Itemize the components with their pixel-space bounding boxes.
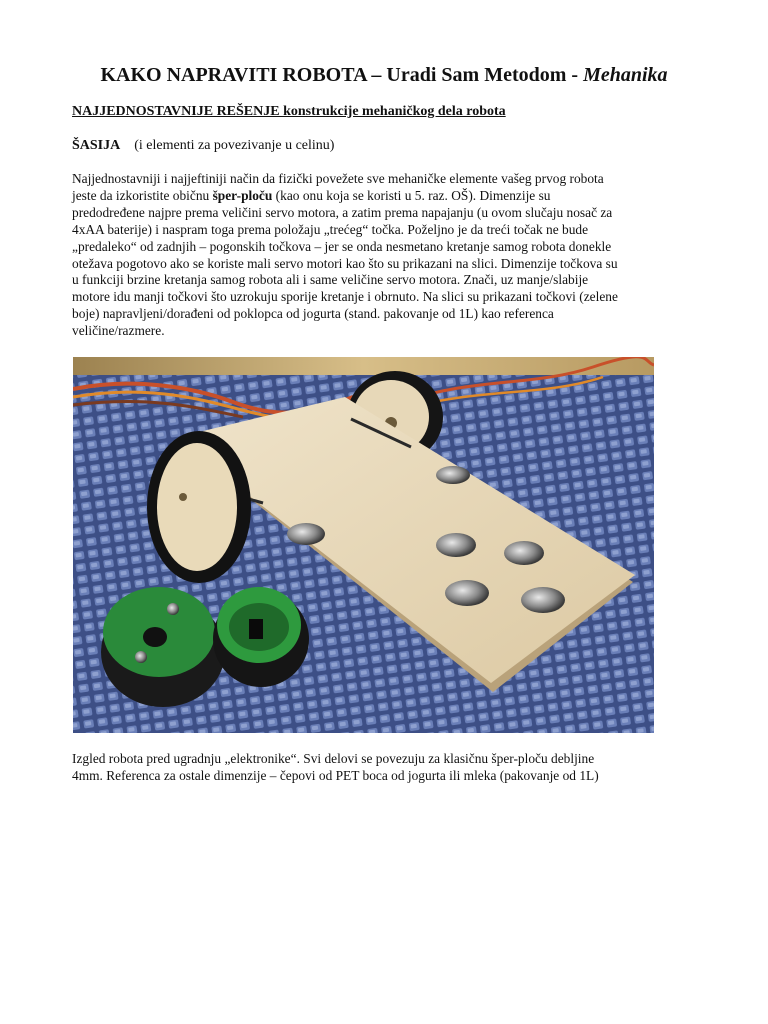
paragraph-text: jeste da izkoristite običnu bbox=[72, 187, 213, 203]
lid-hub bbox=[143, 627, 167, 647]
paragraph-line: 4xAA baterije) i naspram toga prema položaju „trećeg“ točka. Poželjno je da treći točak ne bude bbox=[72, 221, 589, 237]
wheel-screw bbox=[179, 493, 187, 501]
subtitle: NAJJEDNOSTAVNIJE REŠENJE konstrukcije mehaničkog dela robota bbox=[72, 104, 506, 119]
drive-wheel-hub bbox=[157, 443, 237, 571]
lid-screw bbox=[167, 603, 179, 615]
robot-photo-illustration bbox=[73, 357, 654, 733]
paragraph-text: (kao onu koja se koristi u 5. raz. OŠ). Dimenzije su bbox=[272, 187, 551, 203]
paragraph-line: veličine/razmere. bbox=[72, 323, 165, 339]
lid-screw bbox=[135, 651, 147, 663]
section-heading bbox=[72, 138, 334, 154]
paragraph-line: Najjednostavniji i najjeftiniji način da fizički povežete sve mehaničke elemente vašeg prvog robota bbox=[72, 171, 604, 186]
paragraph-line bbox=[72, 188, 712, 205]
photo-caption bbox=[72, 750, 712, 784]
body-paragraph bbox=[72, 171, 712, 340]
section-title: ŠASIJA bbox=[72, 138, 121, 153]
paragraph-bold: šper-ploču bbox=[212, 187, 273, 203]
paragraph-line: u funkciji brzine kretanja samog robota ali i same veličine servo motora. Znači, uz manje/slabije bbox=[72, 272, 589, 288]
caption-line: 4mm. Referenca za ostale dimenzije – čepovi od PET boca od jogurta ili mleka (pakovanje od 1L) bbox=[72, 768, 599, 783]
title-main: KAKO NAPRAVITI ROBOTA – Uradi Sam Metodom - bbox=[100, 64, 584, 86]
robot-photo bbox=[73, 357, 654, 733]
title-italic: Mehanika bbox=[583, 64, 668, 86]
paragraph-line: motore idu manji točkovi što uzrokuju sporije kretanje i obrnuto. Na slici su prikazani točkovi (zelene bbox=[72, 289, 618, 305]
wall-strip bbox=[73, 357, 654, 375]
caption-line: Izgled robota pred ugradnju „elektronike“. Svi delovi se povezuju za klasičnu šper-ploču debljine bbox=[72, 751, 595, 766]
paragraph-line: predodređene najpre prema veličini servo motora, a zatim prema napajanju (u ovom slučaju nosač za bbox=[72, 204, 613, 220]
paragraph-line: otežava pogotovo ako se koriste mali servo motori kao što su prikazani na slici. Dimenzije točkova su bbox=[72, 255, 618, 271]
paragraph-line: boje) napravljeni/dorađeni od poklopca od jogurta (stand. pakovanje od 1L) kao referenca bbox=[72, 306, 554, 322]
page-title bbox=[0, 64, 768, 87]
section-note: (i elementi za povezivanje u celinu) bbox=[134, 138, 335, 153]
lid-servo-horn bbox=[249, 619, 263, 639]
paragraph-line: „predaleko“ od zadnjih – pogonskih točkova – jer se onda nesmetano kretanje samog robota donekle bbox=[72, 238, 612, 254]
